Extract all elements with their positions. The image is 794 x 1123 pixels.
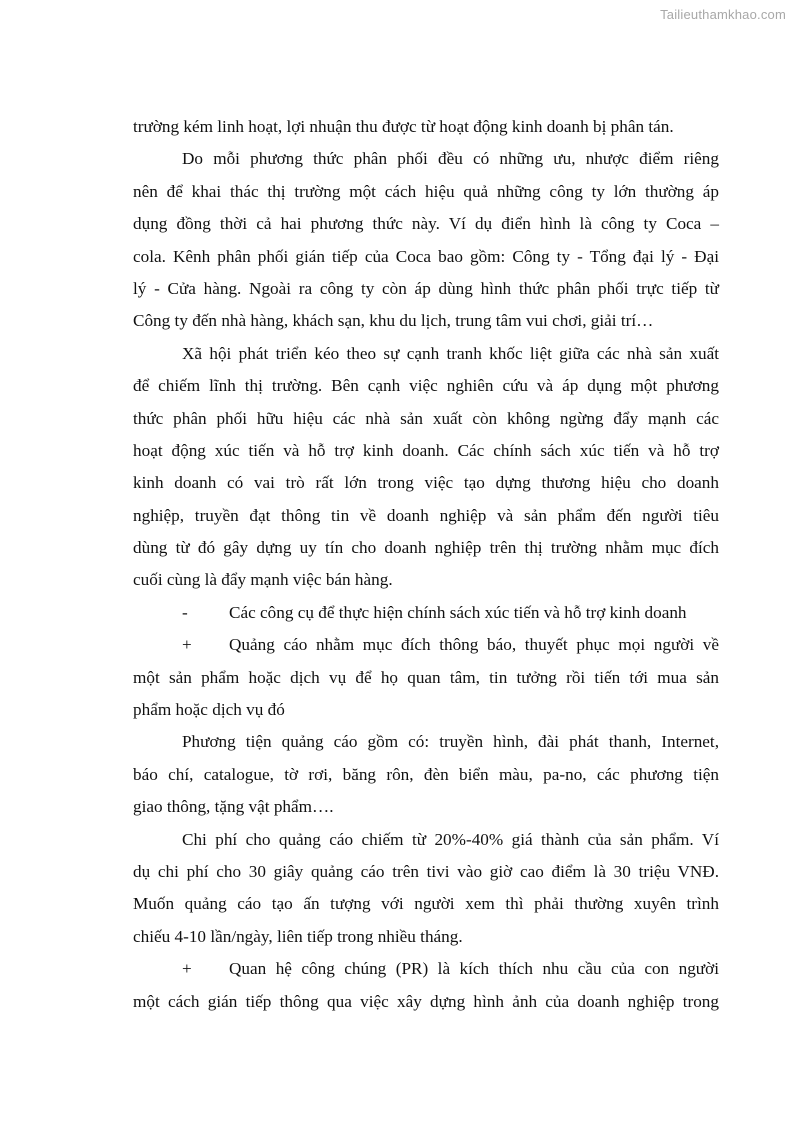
- text-line: nghiệp, truyền đạt thông tin về doanh nghiệp và sản phẩm đến người tiêu: [133, 505, 719, 525]
- text-line: một cách gián tiếp thông qua việc xây dựng hình ảnh của doanh nghiệp trong: [133, 991, 719, 1011]
- text-line: giao thông, tặng vật phẩm….: [133, 797, 334, 817]
- paragraph-first-line: Do mỗi phương thức phân phối đều có những ưu, nhược điểm riêng: [182, 149, 719, 169]
- text-line: kinh doanh có vai trò rất lớn trong việc tạo dựng thương hiệu cho doanh: [133, 473, 719, 493]
- bullet-text: Các công cụ để thực hiện chính sách xúc tiến và hỗ trợ kinh doanh: [229, 602, 687, 622]
- paragraph-first-line: Xã hội phát triển kéo theo sự cạnh tranh khốc liệt giữa các nhà sản xuất: [182, 343, 719, 363]
- text-line: nên để khai thác thị trường một cách hiệu quả những công ty lớn thường áp: [133, 181, 719, 201]
- text-line: thức phân phối hữu hiệu các nhà sản xuất còn không ngừng đẩy mạnh các: [133, 408, 719, 428]
- paragraph-first-line: Chi phí cho quảng cáo chiếm từ 20%-40% giá thành của sản phẩm. Ví: [182, 829, 719, 849]
- plus-bullet: +: [182, 959, 192, 979]
- text-line: một sản phẩm hoặc dịch vụ để họ quan tâm, tin tưởng rồi tiến tới mua sản: [133, 667, 719, 687]
- text-line: cola. Kênh phân phối gián tiếp của Coca bao gồm: Công ty - Tổng đại lý - Đại: [133, 246, 719, 266]
- text-line: chiếu 4-10 lần/ngày, liên tiếp trong nhiều tháng.: [133, 926, 463, 946]
- watermark: Tailieuthamkhao.com: [660, 7, 786, 22]
- text-line: để chiếm lĩnh thị trường. Bên cạnh việc nghiên cứu và áp dụng một phương: [133, 376, 719, 396]
- text-line: dụng đồng thời cả hai phương thức này. Ví dụ điển hình là công ty Coca –: [133, 214, 719, 234]
- text-line: lý - Cửa hàng. Ngoài ra công ty còn áp dùng hình thức phân phối trực tiếp từ: [133, 278, 719, 298]
- text-line: báo chí, catalogue, tờ rơi, băng rôn, đèn biển màu, pa-no, các phương tiện: [133, 764, 719, 784]
- document-page: [133, 111, 719, 1018]
- plus-bullet: +: [182, 635, 192, 655]
- dash-bullet: -: [182, 602, 188, 622]
- bullet-text: Quan hệ công chúng (PR) là kích thích nhu cầu của con người: [229, 959, 719, 979]
- text-line: trường kém linh hoạt, lợi nhuận thu được từ hoạt động kinh doanh bị phân tán.: [133, 117, 674, 136]
- bullet-item-advertising: [133, 629, 719, 661]
- paragraph-first-line: Phương tiện quảng cáo gồm có: truyền hình, đài phát thanh, Internet,: [182, 732, 719, 752]
- text-line: hoạt động xúc tiến và hỗ trợ kinh doanh. Các chính sách xúc tiến và hỗ trợ: [133, 440, 719, 460]
- text-line: Công ty đến nhà hàng, khách sạn, khu du lịch, trung tâm vui chơi, giải trí…: [133, 311, 654, 331]
- text-line: dụ chi phí cho 30 giây quảng cáo trên tivi vào giờ cao điểm là 30 triệu VNĐ.: [133, 861, 719, 881]
- bullet-text: Quảng cáo nhằm mục đích thông báo, thuyết phục mọi người về: [229, 635, 719, 655]
- bullet-item-tools: [133, 597, 719, 629]
- bullet-item-public-relations: [133, 953, 719, 985]
- text-line: Muốn quảng cáo tạo ấn tượng với người xem thì phải thường xuyên trình: [133, 894, 719, 914]
- text-line: phẩm hoặc dịch vụ đó: [133, 700, 285, 720]
- text-line: dùng từ đó gây dựng uy tín cho doanh nghiệp trên thị trường nhằm mục đích: [133, 538, 719, 558]
- text-line: cuối cùng là đẩy mạnh việc bán hàng.: [133, 570, 393, 590]
